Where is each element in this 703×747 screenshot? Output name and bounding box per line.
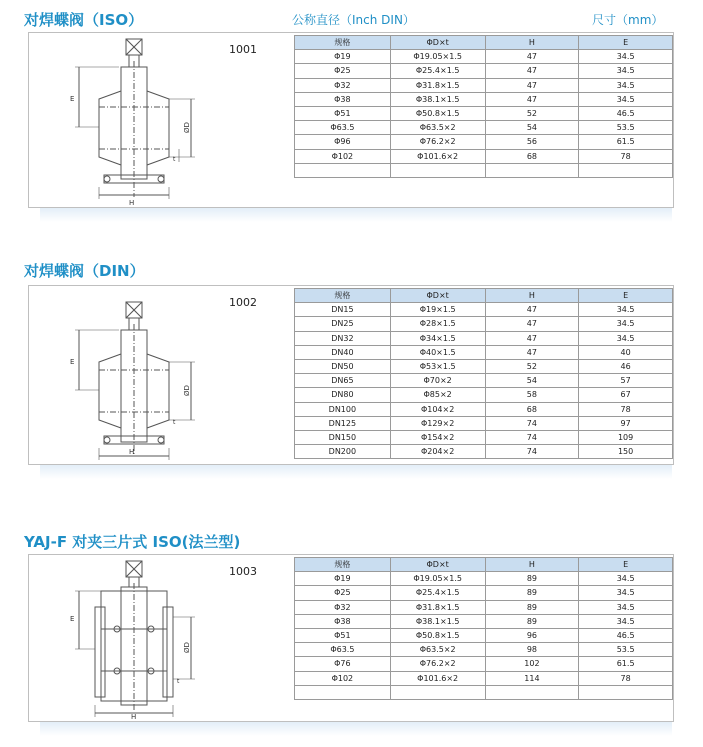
table-row (295, 643, 673, 657)
table-cell: Φ50.8×1.5 (390, 628, 485, 642)
table-cell: 89 (485, 586, 579, 600)
valve-drawing (59, 559, 199, 721)
panel-shadow (40, 465, 672, 479)
table-cell: Φ96 (295, 135, 391, 149)
panel-shadow (40, 722, 672, 736)
table-cell: DN200 (295, 445, 391, 459)
table-cell: Φ63.5×2 (390, 121, 485, 135)
table-cell: Φ31.8×1.5 (390, 78, 485, 92)
table-row (295, 317, 673, 331)
table-cell: Φ51 (295, 106, 391, 120)
table-cell: 78 (579, 149, 673, 163)
table-cell: DN25 (295, 317, 391, 331)
model-code: 1002 (229, 296, 257, 309)
table-row (295, 402, 673, 416)
table-cell: 34.5 (579, 92, 673, 106)
table-row (295, 671, 673, 685)
table-cell: 67 (579, 388, 673, 402)
table-cell: 34.5 (579, 317, 673, 331)
table-cell: 53.5 (579, 121, 673, 135)
col-header: ΦD×t (390, 558, 485, 572)
table-row (295, 685, 673, 699)
section-title: 对焊蝶阀（DIN） (24, 262, 145, 280)
col-header: E (579, 289, 673, 303)
dim-label-h: H (129, 448, 135, 456)
dim-label-t: t (177, 678, 180, 685)
table-cell: Φ104×2 (390, 402, 485, 416)
table-row (295, 430, 673, 444)
table-cell: Φ25 (295, 64, 391, 78)
table-cell: 34.5 (579, 614, 673, 628)
table-cell: 57 (579, 374, 673, 388)
col-header: ΦD×t (390, 36, 485, 50)
table-cell: 68 (485, 149, 579, 163)
table-cell: 47 (485, 78, 579, 92)
table-cell: Φ40×1.5 (390, 345, 485, 359)
table-cell: DN80 (295, 388, 391, 402)
dim-label-t: t (173, 156, 176, 163)
table-cell: Φ38 (295, 92, 391, 106)
table-cell: 40 (579, 345, 673, 359)
table-cell: 34.5 (579, 303, 673, 317)
table-cell: 74 (485, 430, 579, 444)
table-cell: Φ76.2×2 (390, 135, 485, 149)
table-cell: DN40 (295, 345, 391, 359)
table-cell: Φ101.6×2 (390, 149, 485, 163)
table-cell: 34.5 (579, 331, 673, 345)
table-cell: Φ129×2 (390, 416, 485, 430)
table-cell: Φ101.6×2 (390, 671, 485, 685)
table-cell: 102 (485, 657, 579, 671)
table-cell: 61.5 (579, 135, 673, 149)
table-row (295, 628, 673, 642)
table-cell: Φ85×2 (390, 388, 485, 402)
spec-panel (28, 554, 674, 722)
table-cell: 52 (485, 106, 579, 120)
table-cell: 47 (485, 345, 579, 359)
table-cell: 78 (579, 402, 673, 416)
table-cell: Φ154×2 (390, 430, 485, 444)
dim-label-e: E (70, 615, 75, 623)
table-cell: Φ25.4×1.5 (390, 64, 485, 78)
table-cell: Φ63.5 (295, 643, 391, 657)
table-cell: Φ19×1.5 (390, 303, 485, 317)
table-row (295, 163, 673, 177)
table-row (295, 388, 673, 402)
table-cell: 46 (579, 359, 673, 373)
table-row (295, 374, 673, 388)
table-cell: 52 (485, 359, 579, 373)
table-cell: Φ102 (295, 149, 391, 163)
col-header: 规格 (295, 289, 391, 303)
col-header: 规格 (295, 558, 391, 572)
table-cell: 47 (485, 64, 579, 78)
table-cell: Φ31.8×1.5 (390, 600, 485, 614)
table-cell: Φ76 (295, 657, 391, 671)
table-cell: Φ102 (295, 671, 391, 685)
table-row (295, 92, 673, 106)
table-row (295, 572, 673, 586)
section-title: 对焊蝶阀（ISO） (24, 11, 144, 29)
col-header: H (485, 289, 579, 303)
section-title: YAJ-F 对夹三片式 ISO(法兰型) (24, 533, 241, 551)
table-cell: 78 (579, 671, 673, 685)
dimension-unit-label: 尺寸（mm） (592, 13, 664, 27)
col-header: E (579, 36, 673, 50)
table-cell: 34.5 (579, 78, 673, 92)
table-cell: 56 (485, 135, 579, 149)
table-cell: DN100 (295, 402, 391, 416)
table-row (295, 135, 673, 149)
table-cell: 47 (485, 92, 579, 106)
table-row (295, 657, 673, 671)
table-cell: Φ32 (295, 78, 391, 92)
table-cell: Φ19 (295, 50, 391, 64)
table-cell (295, 685, 391, 699)
table-row (295, 614, 673, 628)
table-cell: Φ38.1×1.5 (390, 614, 485, 628)
spec-panel (28, 285, 674, 465)
table-cell: 109 (579, 430, 673, 444)
table-cell: Φ25 (295, 586, 391, 600)
dim-label-d: ØD (183, 642, 191, 653)
table-cell: Φ19.05×1.5 (390, 50, 485, 64)
table-cell: 34.5 (579, 586, 673, 600)
table-cell: 34.5 (579, 50, 673, 64)
table-cell: 53.5 (579, 643, 673, 657)
table-cell: 68 (485, 402, 579, 416)
table-cell: DN32 (295, 331, 391, 345)
table-row (295, 586, 673, 600)
table-cell (579, 685, 673, 699)
table-cell: Φ63.5×2 (390, 643, 485, 657)
table-cell (485, 685, 579, 699)
table-cell: Φ63.5 (295, 121, 391, 135)
table-cell: 96 (485, 628, 579, 642)
spec-panel (28, 32, 674, 208)
table-row (295, 303, 673, 317)
table-cell: Φ19 (295, 572, 391, 586)
table-row (295, 106, 673, 120)
table-cell: Φ38.1×1.5 (390, 92, 485, 106)
table-header-row (295, 289, 673, 303)
table-cell: Φ32 (295, 600, 391, 614)
table-cell: 74 (485, 445, 579, 459)
table-cell: Φ53×1.5 (390, 359, 485, 373)
table-cell: 89 (485, 600, 579, 614)
table-row (295, 50, 673, 64)
table-cell (390, 163, 485, 177)
table-row (295, 600, 673, 614)
spec-table (294, 557, 673, 700)
table-cell: 47 (485, 303, 579, 317)
table-cell: 46.5 (579, 106, 673, 120)
table-cell (485, 163, 579, 177)
spec-table (294, 288, 673, 459)
dim-label-e: E (70, 95, 75, 103)
table-cell: 97 (579, 416, 673, 430)
table-cell: 54 (485, 121, 579, 135)
col-header: E (579, 558, 673, 572)
col-header: ΦD×t (390, 289, 485, 303)
table-cell (295, 163, 391, 177)
dim-label-d: ØD (183, 385, 191, 396)
table-cell: 47 (485, 317, 579, 331)
dim-label-e: E (70, 358, 75, 366)
table-cell: 34.5 (579, 572, 673, 586)
table-cell: Φ204×2 (390, 445, 485, 459)
table-cell: 34.5 (579, 64, 673, 78)
table-cell: Φ51 (295, 628, 391, 642)
table-cell: DN50 (295, 359, 391, 373)
table-row (295, 78, 673, 92)
table-row (295, 359, 673, 373)
col-header: H (485, 36, 579, 50)
valve-drawing (59, 37, 199, 207)
panel-shadow (40, 208, 672, 222)
nominal-diameter-label: 公称直径（Inch DIN） (292, 13, 415, 27)
table-cell: DN15 (295, 303, 391, 317)
table-cell: Φ19.05×1.5 (390, 572, 485, 586)
table-row (295, 64, 673, 78)
table-cell: 58 (485, 388, 579, 402)
table-cell: Φ70×2 (390, 374, 485, 388)
table-cell: DN150 (295, 430, 391, 444)
dim-label-d: ØD (183, 122, 191, 133)
table-cell: Φ76.2×2 (390, 657, 485, 671)
table-cell: DN125 (295, 416, 391, 430)
table-row (295, 445, 673, 459)
table-cell: 46.5 (579, 628, 673, 642)
table-cell (390, 685, 485, 699)
table-cell: 114 (485, 671, 579, 685)
table-cell: 150 (579, 445, 673, 459)
table-cell: Φ38 (295, 614, 391, 628)
dim-label-h: H (129, 199, 135, 207)
table-header-row (295, 558, 673, 572)
valve-drawing (59, 290, 199, 462)
dim-label-t: t (173, 419, 176, 426)
table-cell: 47 (485, 331, 579, 345)
model-code: 1001 (229, 43, 257, 56)
table-cell: Φ28×1.5 (390, 317, 485, 331)
model-code: 1003 (229, 565, 257, 578)
table-cell: 61.5 (579, 657, 673, 671)
table-cell: 47 (485, 50, 579, 64)
col-header: H (485, 558, 579, 572)
table-row (295, 121, 673, 135)
table-row (295, 345, 673, 359)
table-cell: 89 (485, 572, 579, 586)
col-header: 规格 (295, 36, 391, 50)
table-cell: 74 (485, 416, 579, 430)
table-cell: 54 (485, 374, 579, 388)
table-cell: Φ25.4×1.5 (390, 586, 485, 600)
table-row (295, 149, 673, 163)
table-cell: Φ50.8×1.5 (390, 106, 485, 120)
table-cell: Φ34×1.5 (390, 331, 485, 345)
table-cell (579, 163, 673, 177)
spec-table (294, 35, 673, 178)
table-cell: 89 (485, 614, 579, 628)
table-header-row (295, 36, 673, 50)
table-row (295, 416, 673, 430)
table-row (295, 331, 673, 345)
dim-label-h: H (131, 713, 137, 721)
table-cell: 34.5 (579, 600, 673, 614)
table-cell: DN65 (295, 374, 391, 388)
table-cell: 98 (485, 643, 579, 657)
